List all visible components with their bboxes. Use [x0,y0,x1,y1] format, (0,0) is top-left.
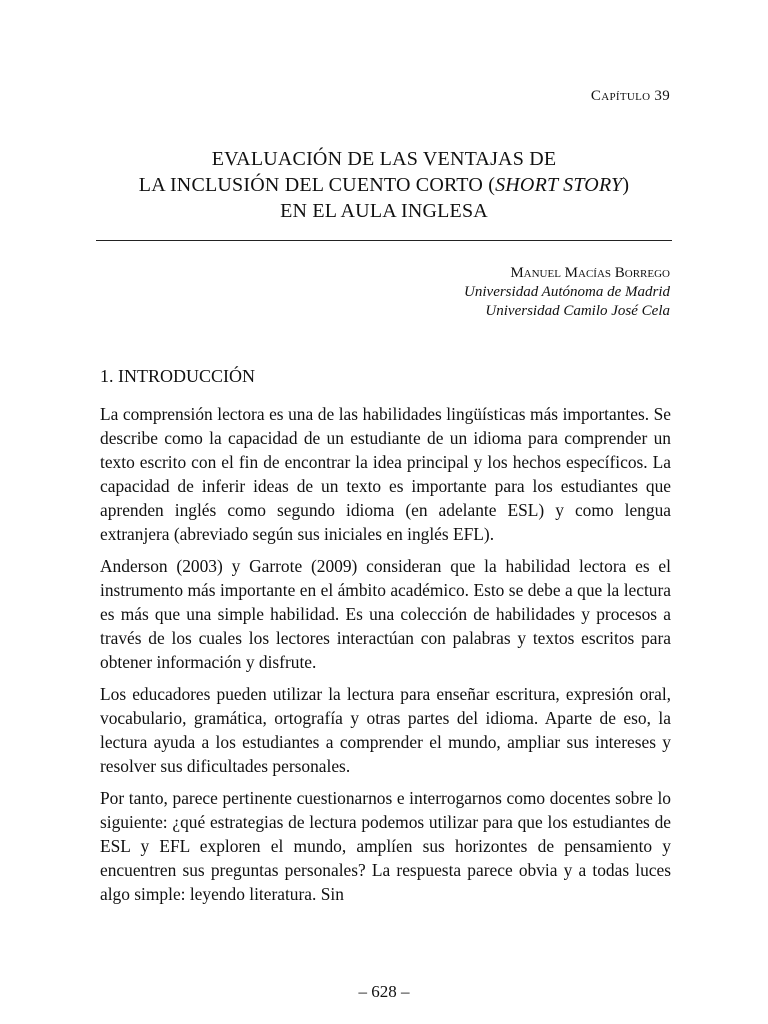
author-affiliation-2: Universidad Camilo José Cela [485,303,670,319]
author-name: Manuel Macías Borrego [510,265,670,281]
author-affiliation-1: Universidad Autónoma de Madrid [464,284,670,300]
title-line-2-text: LA INCLUSIÓN DEL CUENTO CORTO ( [138,174,496,196]
title-line-2 [96,172,672,198]
paper-title [96,146,672,224]
body-text [100,402,671,914]
title-line-2-close: ) [622,174,630,196]
title-line-1: EVALUACIÓN DE LAS VENTAJAS DE [211,148,557,170]
page-number: – 628 – [358,982,410,1001]
paragraph: Por tanto, parece pertinente cuestionarnos e interrogarnos como docentes sobre lo siguiente: ¿qué estrategias de lectura podemos utilizar para que los estudiantes de ESL y EFL exploren el mundo, amplíen sus horizontes de pensamiento y encuentren sus preguntas personales? La respuesta parece obvia y a todas luces algo simple: leyendo literatura. Sin [100,788,671,904]
title-divider [96,240,672,241]
paragraph: Anderson (2003) y Garrote (2009) consideran que la habilidad lectora es el instrumento más importante en el ámbito académico. Esto se debe a que la lectura es más que una simple habilidad. Es una colección de habilidades y procesos a través de los cuales los lectores interactúan con palabras y textos escritos para obtener información y disfrute. [100,556,671,672]
paragraph: La comprensión lectora es una de las habilidades lingüísticas más importantes. Se describe como la capacidad de un estudiante de un idioma para comprender un texto escrito con el fin de encontrar la idea principal y los hechos específicos. La capacidad de inferir ideas de un texto es importante para los estudiantes que aprenden inglés como segundo idioma (en adelante ESL) y como lengua extranjera (abreviado según sus iniciales en inglés EFL). [100,404,671,544]
paragraph: Los educadores pueden utilizar la lectura para enseñar escritura, expresión oral, vocabulario, gramática, ortografía y otras partes del idioma. Aparte de eso, la lectura ayuda a los estudiantes a comprender el mundo, ampliar sus intereses y resolver sus dificultades personales. [100,684,671,776]
chapter-label: Capítulo 39 [590,88,670,104]
author-block [464,264,670,321]
title-italic-term: SHORT STORY [495,174,623,196]
section-heading: 1. INTRODUCCIÓN [100,366,255,386]
title-line-3: EN EL AULA INGLESA [280,200,488,222]
